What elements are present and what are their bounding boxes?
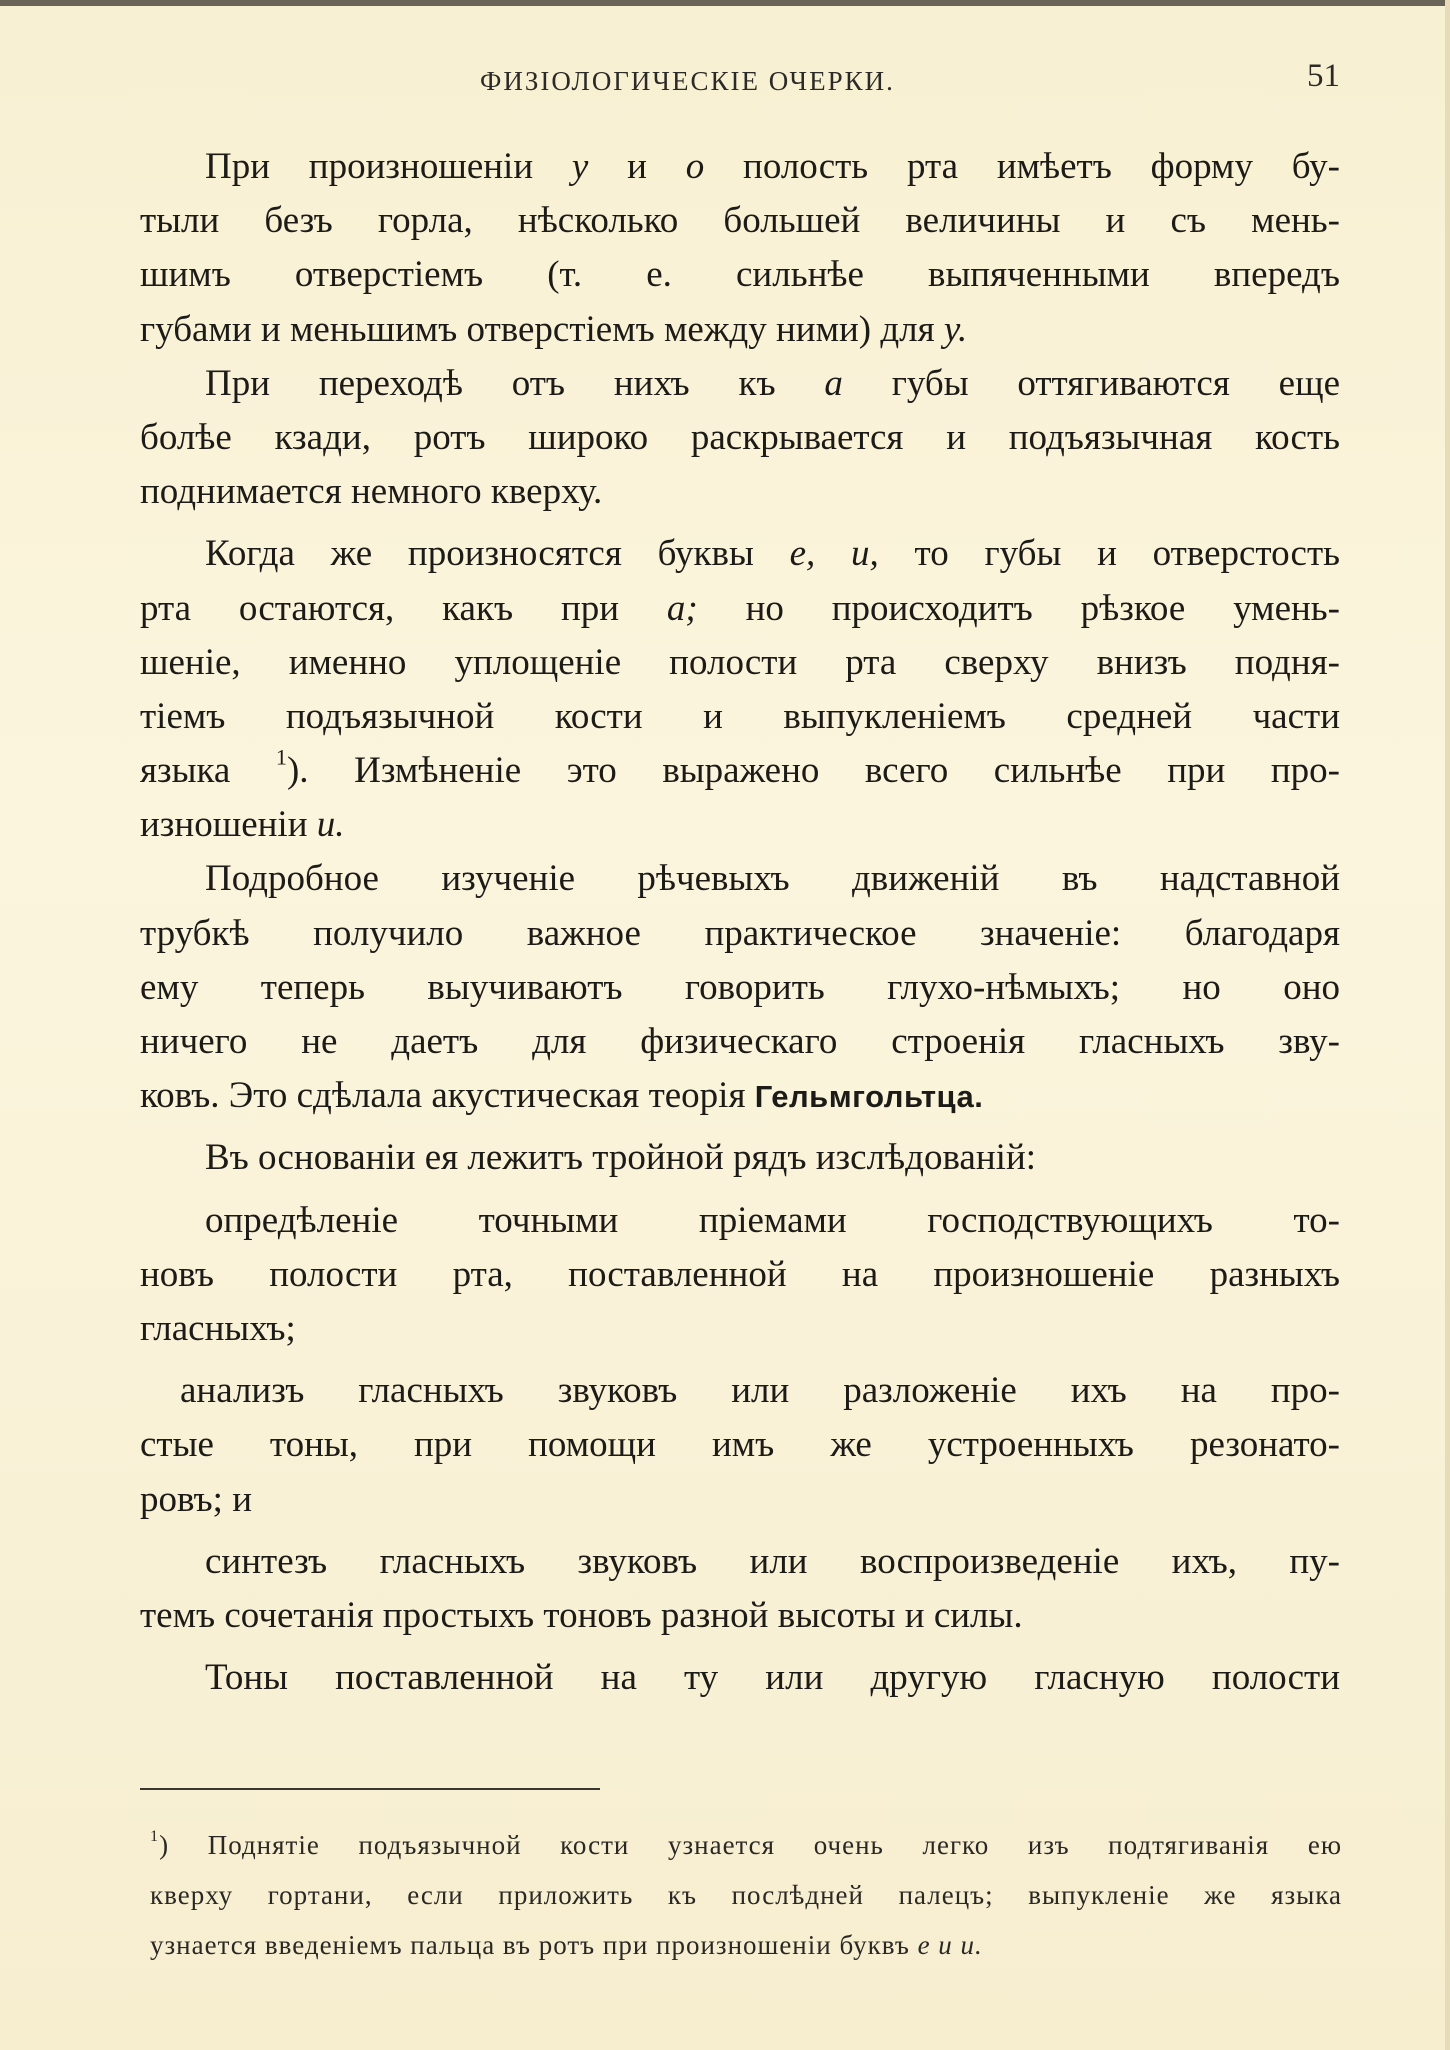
- paragraph: [140, 1535, 1340, 1643]
- text-run: ). Измѣненiе это выражено всего сильнѣе при про-: [286, 750, 1340, 792]
- text-run: ковъ. Это сдѣлала акустическая теорiя: [140, 1075, 755, 1117]
- italic-letter: у: [571, 146, 589, 187]
- footnote-marker: 1: [150, 1827, 160, 1846]
- scan-right-edge: [1445, 0, 1450, 2050]
- author-name: Гельмгольтца.: [754, 1079, 984, 1115]
- text-line: поднимается немного кверху.: [140, 471, 603, 513]
- text-line: трубкѣ получило важное практическое значенiе: благодаря: [140, 912, 1340, 954]
- footnote-rule: [140, 1788, 600, 1790]
- text-run: губами и меньшимъ отверстiемъ между ними) для: [140, 308, 944, 350]
- paragraph: [140, 357, 1340, 520]
- text-run: При переходѣ отъ нихъ къ: [205, 362, 825, 404]
- text-line: шимъ отверстiемъ (т. е. сильнѣе выпяченными впередъ: [140, 254, 1340, 296]
- text-line: [140, 744, 1340, 798]
- text-run: полость рта имѣетъ форму бу-: [704, 146, 1340, 187]
- text-line: [140, 140, 1340, 194]
- text-line: Тоны поставленной на ту или другую гласную полости: [205, 1657, 1340, 1699]
- text-line: темъ сочетанiя простыхъ тоновъ разной высоты и силы.: [140, 1594, 1023, 1636]
- text-run: языка: [140, 750, 276, 792]
- text-line: анализъ гласныхъ звуковъ или разложенiе ихъ на про-: [180, 1370, 1340, 1412]
- text-line: [140, 582, 1340, 636]
- text-run: рта остаются, какъ при: [140, 587, 667, 629]
- footnote-line: [150, 1920, 1342, 1970]
- text-line: гласныхъ;: [140, 1307, 296, 1349]
- italic-letter: е и и.: [917, 1930, 983, 1960]
- text-line: [140, 527, 1340, 581]
- paragraph: [140, 852, 1340, 1123]
- scan-top-edge: [0, 0, 1450, 6]
- paragraph: [140, 140, 1340, 357]
- text-line: Въ основанiи ея лежитъ тройной рядъ изслѣдованiй:: [205, 1137, 1037, 1179]
- text-line: опредѣленiе точными прiемами господствующихъ то-: [205, 1199, 1340, 1241]
- text-line: Подробное изученiе рѣчевыхъ движенiй въ надставной: [205, 858, 1340, 900]
- italic-letter: у.: [943, 308, 968, 350]
- text-run: узнается введенiемъ пальца въ ротъ при произношенiи буквъ: [150, 1930, 918, 1960]
- paragraph: [140, 1651, 1340, 1705]
- text-line: [140, 798, 1340, 852]
- paragraph: [140, 1194, 1340, 1357]
- body-text: [140, 140, 1340, 1705]
- text-line: [140, 357, 1340, 411]
- italic-letter: и.: [316, 804, 345, 846]
- text-run: то губы и отверстость: [878, 533, 1340, 575]
- text-line: новъ полости рта, поставленной на произношенiе разныхъ: [140, 1253, 1340, 1295]
- text-line: синтезъ гласныхъ звуковъ или воспроизведенiе ихъ, пу-: [205, 1540, 1340, 1582]
- text-run: ) Поднятiе подъязычной кости узнается очень легко изъ подтягиванiя ею: [159, 1830, 1342, 1860]
- footnote: [150, 1820, 1342, 1970]
- text-run: и: [588, 146, 686, 187]
- text-run: губы оттягиваются еще: [842, 362, 1340, 404]
- paragraph: [140, 527, 1340, 852]
- text-line: шенiе, именно уплощенiе полости рта сверху внизъ подня-: [140, 641, 1340, 683]
- italic-letter: а: [824, 362, 843, 404]
- text-line: тыли безъ горла, нѣсколько большей величины и съ мень-: [140, 200, 1340, 242]
- text-line: [140, 303, 1340, 357]
- footnote-line: [150, 1820, 1342, 1870]
- running-title: ФИЗIОЛОГИЧЕСКIЕ ОЧЕРКИ.: [480, 66, 895, 96]
- paragraph: [140, 1364, 1340, 1527]
- text-line: стые тоны, при помощи имъ же устроенныхъ резонато-: [140, 1424, 1340, 1466]
- text-line: ничего не даетъ для физическаго строенiя гласныхъ зву-: [140, 1021, 1340, 1062]
- running-head: [140, 58, 1340, 104]
- paragraph: [140, 1131, 1340, 1185]
- text-run: но происходитъ рѣзкое умень-: [697, 587, 1340, 629]
- text-line: тiемъ подъязычной кости и выпукленiемъ средней части: [140, 695, 1340, 737]
- italic-letter: а;: [666, 587, 698, 629]
- italic-letter: е, и,: [789, 533, 879, 575]
- text-line: [140, 1069, 1340, 1123]
- text-run: изношенiи: [140, 804, 317, 846]
- italic-letter: о: [685, 146, 705, 187]
- text-line: болѣе кзади, ротъ широко раскрывается и подъязычная кость: [140, 416, 1340, 458]
- footnote-reference[interactable]: 1: [275, 744, 287, 770]
- page-number: 51: [1307, 58, 1340, 94]
- footnote-line: кверху гортани, если приложить къ послѣдней палецъ; выпукленiе же языка: [150, 1880, 1342, 1910]
- text-line: ровъ; и: [140, 1478, 253, 1520]
- text-run: Когда же произносятся буквы: [205, 533, 790, 575]
- text-line: ему теперь выучиваютъ говорить глухо-нѣмыхъ; но оно: [140, 966, 1340, 1008]
- text-run: При произношенiи: [205, 146, 572, 187]
